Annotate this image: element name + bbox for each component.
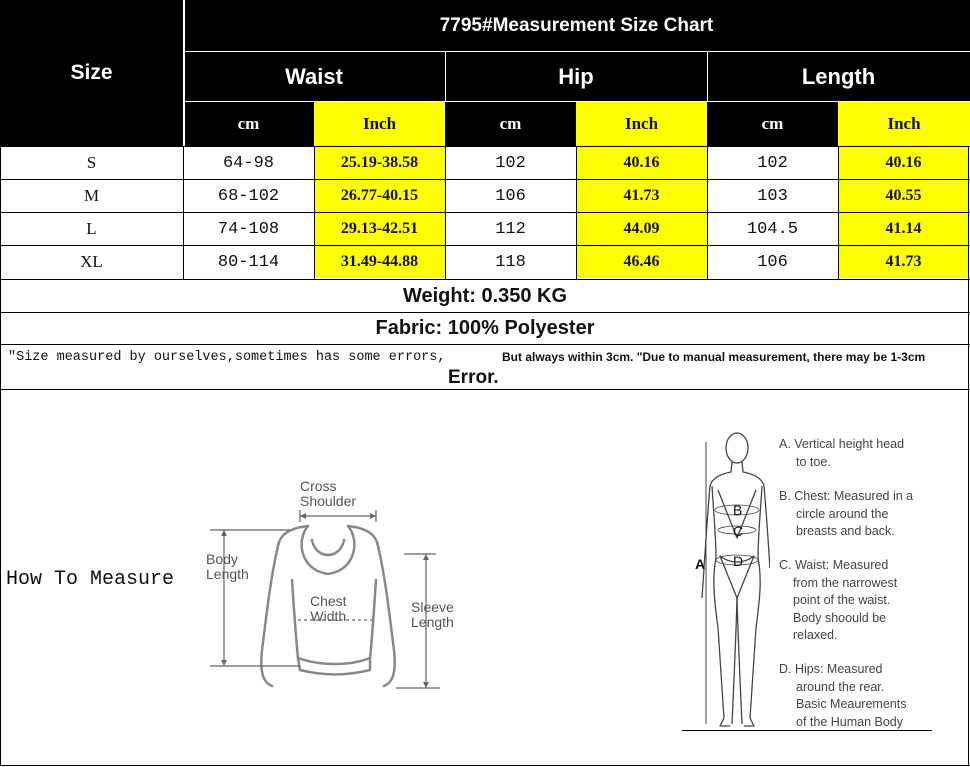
cm-cell: 112 (495, 219, 526, 239)
body-letter-b: B (733, 502, 743, 518)
group-length (707, 52, 970, 102)
note-line: circle around the (796, 506, 889, 521)
note-part2: But always within 3cm. "Due to manual measurement, there may be 1-3cm (502, 350, 926, 364)
label-chest-width (310, 594, 347, 624)
note-row (0, 345, 970, 389)
inch-cell: 26.77-40.15 (314, 180, 445, 212)
size-cell: XL (80, 252, 103, 271)
cm-cell: 104.5 (746, 219, 798, 239)
inch-cell: 40.55 (838, 180, 969, 212)
cm-cell: 103 (757, 186, 788, 206)
note-line: B. Chest: Measured in a (779, 489, 914, 503)
inch-cell: 40.16 (576, 147, 707, 179)
label-line: Width (310, 608, 347, 624)
cm-cell: 102 (757, 153, 788, 173)
inch-cell: 29.13-42.51 (314, 213, 445, 245)
label-line: Sleeve (411, 599, 454, 615)
note-line: relaxed. (793, 628, 838, 642)
inch-cell: 25.19-38.58 (314, 147, 445, 179)
unit-cm-hip (445, 102, 576, 146)
unit-cm-waist (183, 102, 314, 146)
how-to-measure-label: How To Measure (6, 568, 175, 591)
label-line: Body (206, 551, 238, 567)
size-cell: S (86, 153, 97, 172)
label-line: Chest (310, 593, 347, 609)
cm-cell: 80-114 (217, 252, 280, 272)
size-cell: L (86, 219, 97, 238)
inch-cell: 41.14 (838, 213, 969, 245)
note-line: point of the waist. (793, 593, 891, 607)
cm-cell: 74-108 (217, 219, 280, 239)
body-note-b (779, 488, 913, 541)
body-letter-d: D (733, 553, 744, 569)
unit-label: cm (499, 114, 522, 133)
cm-cell: 106 (757, 252, 788, 272)
fabric-text: Fabric: 100% Polyester (375, 317, 595, 339)
unit-label: Inch (624, 114, 659, 133)
label-line: Shoulder (300, 493, 357, 509)
group-hip (445, 52, 707, 102)
cm-cell: 64-98 (222, 153, 274, 173)
body-note-a (779, 436, 904, 471)
fabric-row (0, 313, 970, 344)
cm-cell: 102 (495, 153, 526, 173)
body-figure-diagram (690, 428, 770, 733)
inch-cell: 41.73 (838, 246, 969, 278)
note-line: D. Hips: Measured (779, 662, 883, 676)
note-line: from the narrowest (793, 575, 898, 590)
note-line: to toe. (796, 454, 831, 469)
body-letter-c: C (733, 523, 744, 539)
note-line: A. Vertical height head (779, 437, 905, 451)
weight-row (0, 280, 970, 312)
cm-cell: 118 (495, 252, 526, 272)
unit-inch-hip (576, 102, 707, 146)
group-hip-label: Hip (558, 64, 594, 89)
body-letter-a: A (695, 556, 706, 572)
unit-cm-length (707, 102, 838, 146)
group-waist (183, 52, 445, 102)
note-line: Body shoould be (793, 610, 887, 625)
cm-cell: 106 (495, 186, 526, 206)
inch-cell: 46.46 (576, 246, 707, 278)
size-header-label: Size (70, 61, 113, 84)
size-header (0, 0, 183, 146)
inch-cell: 44.09 (576, 213, 707, 245)
unit-label: Inch (887, 114, 921, 133)
inch-cell: 41.73 (576, 180, 707, 212)
note-line: C. Waist: Measured (779, 558, 889, 572)
inch-cell: 31.49-44.88 (314, 246, 445, 278)
label-sleeve-length (411, 600, 454, 630)
note-line: Basic Meaurements (796, 697, 907, 711)
unit-inch-waist (314, 102, 445, 146)
chart-title (183, 0, 970, 52)
note-line: breasts and back. (796, 524, 895, 538)
inch-cell: 40.16 (838, 147, 969, 179)
label-line: Cross (300, 478, 337, 494)
body-note-c (779, 557, 897, 645)
unit-inch-length (838, 102, 970, 146)
group-waist-label: Waist (285, 64, 343, 89)
label-line: Length (411, 614, 454, 630)
label-line: Length (206, 566, 249, 582)
note-line: around the rear. (796, 679, 885, 694)
unit-label: cm (237, 114, 260, 133)
chart-title-text: 7795#Measurement Size Chart (439, 15, 714, 36)
body-note-d (779, 661, 906, 731)
note-part3: Error. (448, 367, 499, 388)
label-body-length (206, 552, 249, 582)
unit-label: cm (761, 114, 784, 133)
group-length-label: Length (801, 64, 876, 89)
size-cell: M (83, 186, 100, 205)
unit-label: Inch (362, 114, 397, 133)
note-part1: "Size measured by ourselves,sometimes has some errors, (8, 350, 446, 365)
weight-text: Weight: 0.350 KG (402, 284, 568, 307)
label-cross-shoulder (300, 479, 356, 509)
note-line: of the Human Body (796, 714, 904, 729)
cm-cell: 68-102 (217, 186, 280, 206)
